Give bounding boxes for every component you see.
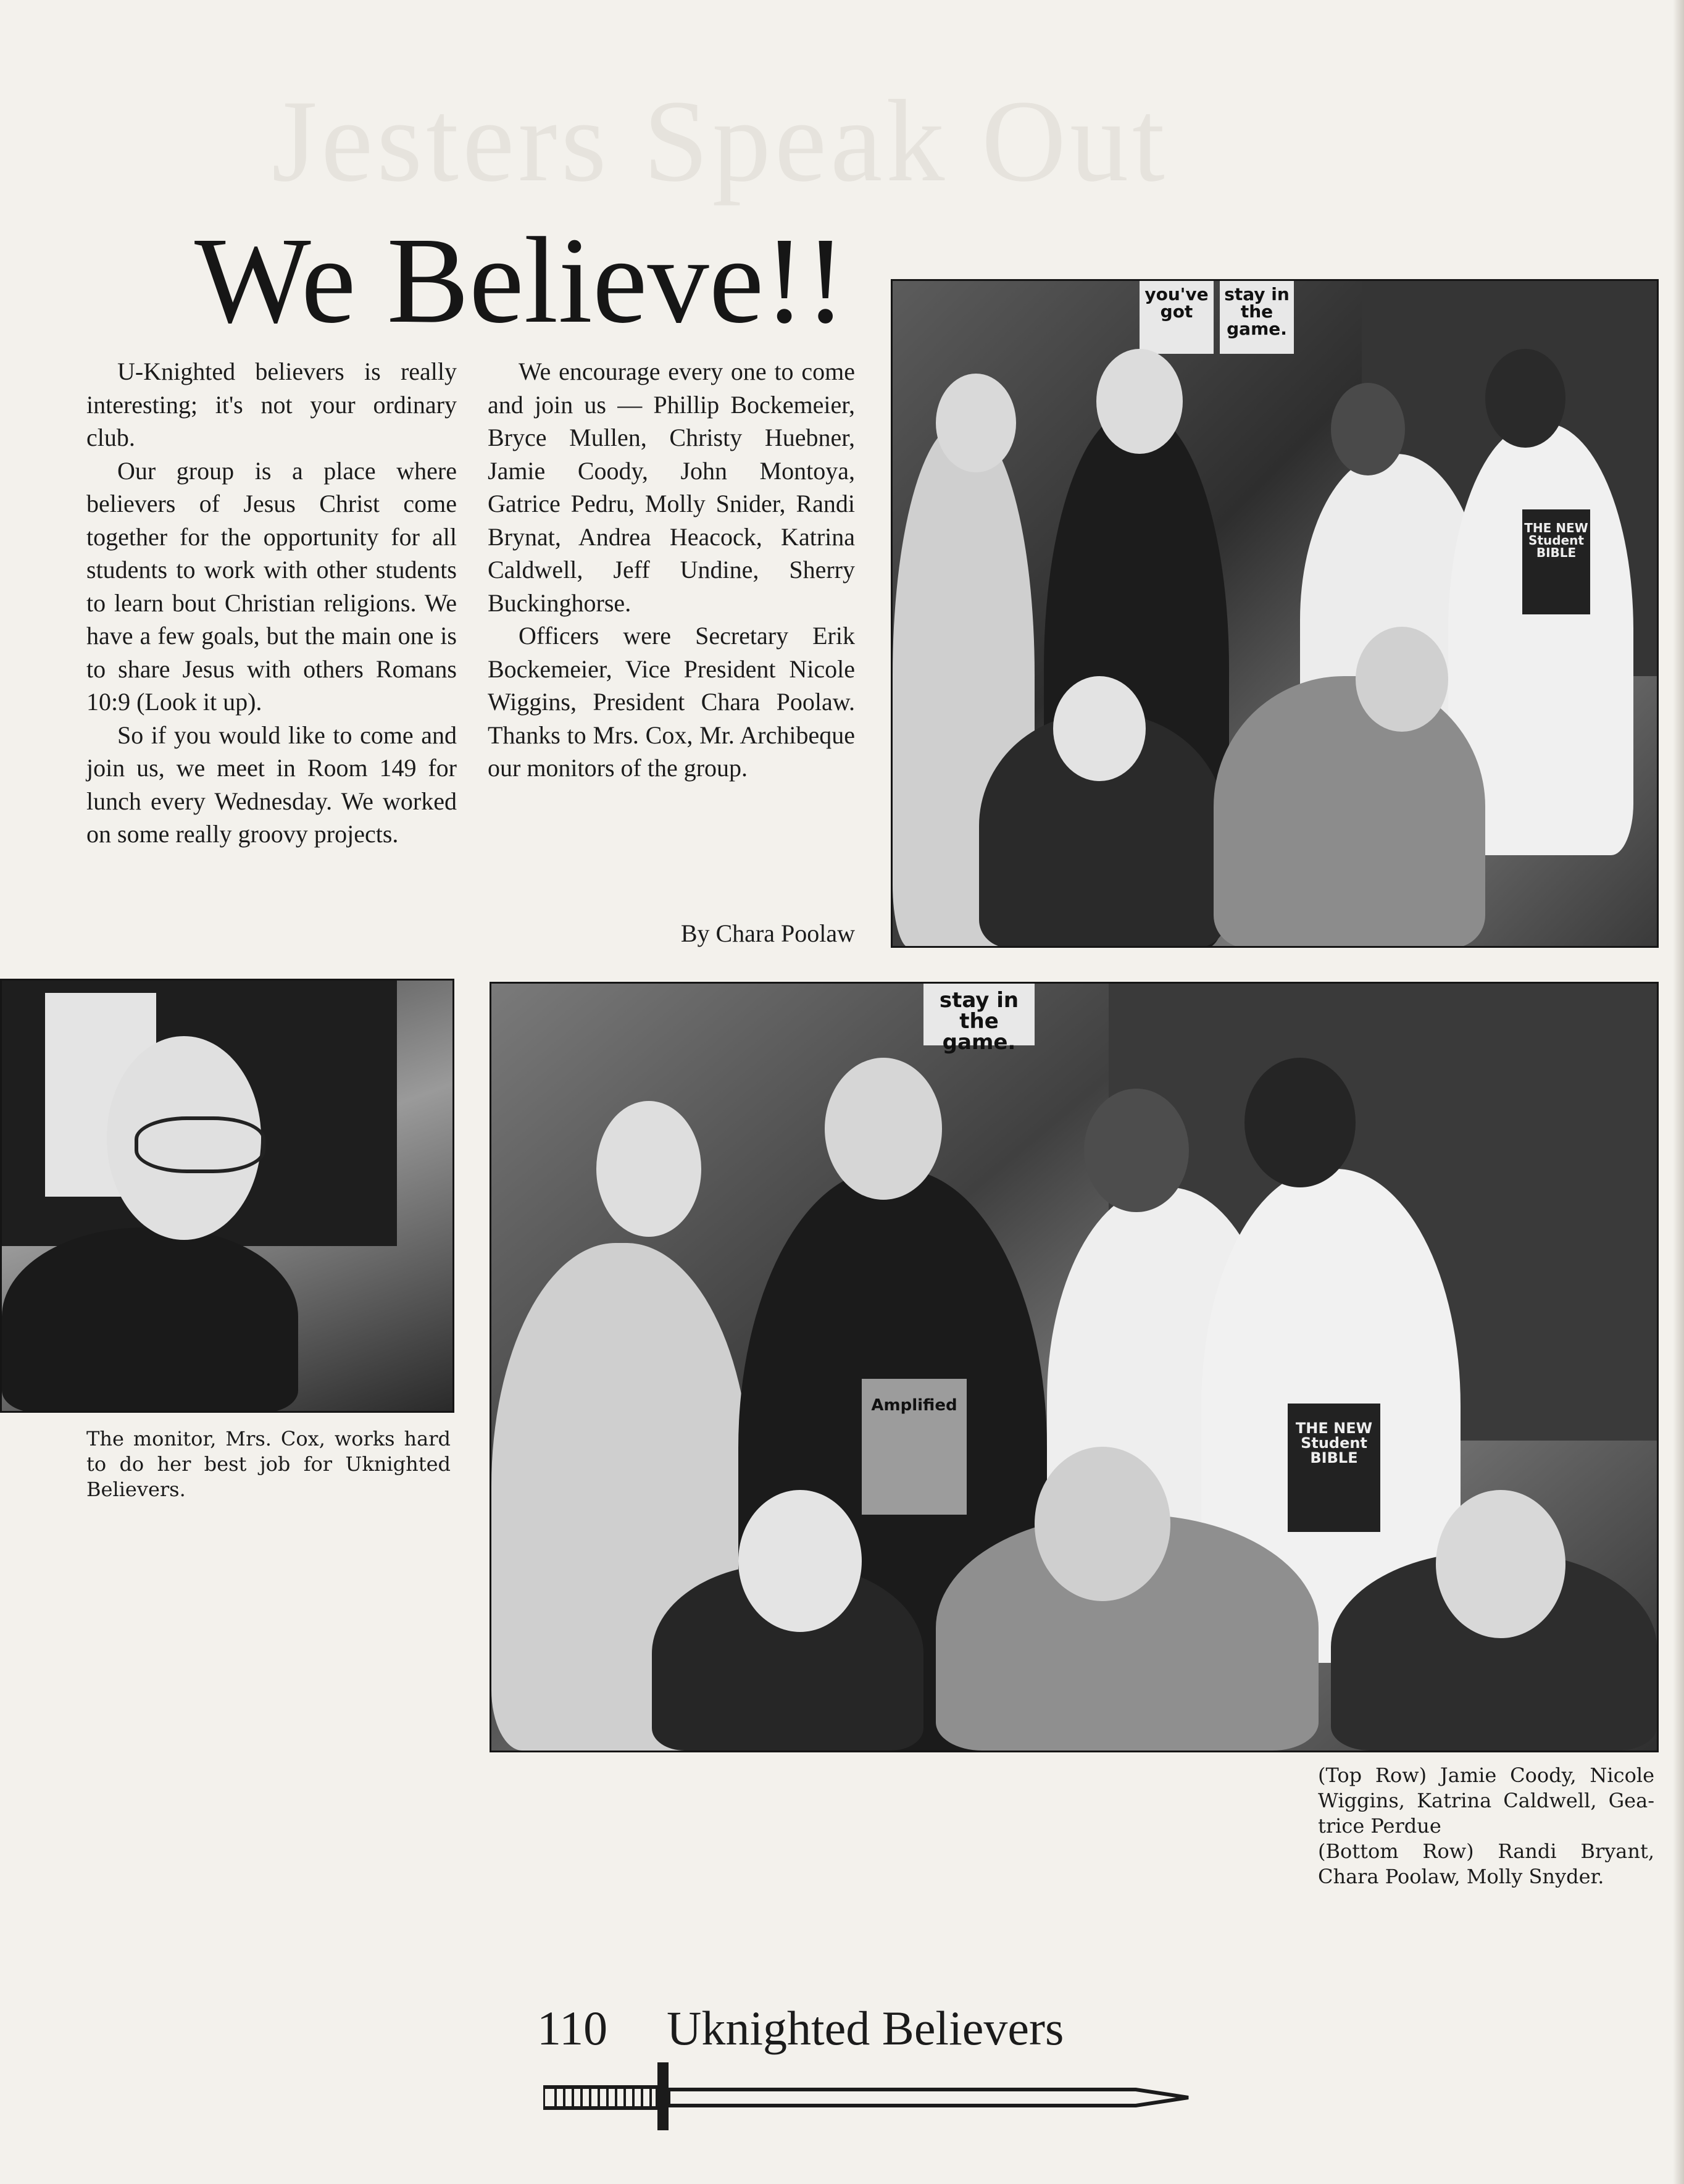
monitor-figure xyxy=(2,1228,298,1413)
student-face xyxy=(596,1101,701,1237)
student-face xyxy=(738,1490,862,1632)
student-face xyxy=(1331,383,1405,475)
section-name: Uknighted Believers xyxy=(667,2001,1064,2055)
bible-book: THE NEW Student BIBLE xyxy=(1522,509,1590,614)
poster-sign: stay in the game. xyxy=(1220,281,1294,354)
story-paragraph: Officers were Secretary Erik Bockemeier, Vice President Nicole Wiggins, President Chara Poolaw. Thanks to Mrs. Cox, Mr. Archibeque our monitors of the group. xyxy=(488,622,855,782)
student-face xyxy=(1053,676,1146,781)
group-photo-top xyxy=(891,279,1659,948)
page-headline: We Believe!! xyxy=(194,212,846,349)
story-paragraph: So if you would like to come and join us, we meet in Room 149 for lunch every Wednesday. We worked on some really groovy projects. xyxy=(86,721,457,848)
student-face xyxy=(1096,349,1183,454)
sword-ornament xyxy=(543,2062,1191,2130)
caption-top-row: (Top Row) Jamie Coody, Nicole Wiggins, Katrina Caldwell, Gea-trice Perdue xyxy=(1318,1764,1654,1838)
byline: By Chara Poolaw xyxy=(680,919,855,947)
page-footer xyxy=(537,2001,1064,2056)
student-figure xyxy=(1214,676,1485,948)
glasses xyxy=(135,1116,265,1173)
poster-sign: you've got xyxy=(1140,281,1214,354)
student-face xyxy=(1436,1490,1565,1638)
student-face xyxy=(1244,1058,1356,1187)
student-face xyxy=(1035,1447,1170,1601)
page-edge-shadow xyxy=(1673,0,1684,2184)
page-number: 110 xyxy=(537,2001,608,2055)
story-paragraph: U-Knighted believers is really interesting; it's not your ordinary club. xyxy=(86,358,457,451)
story-paragraph: Our group is a place where believers of Jesus Christ come together for the opportunity for all students to work with other students to learn bout Christian religions. We have a few goals, but the main one is to share Jesus with others Romans 10:9 (Look it up). xyxy=(86,456,457,716)
student-face xyxy=(1356,627,1448,732)
bible-book: THE NEW Student BIBLE xyxy=(1288,1404,1380,1532)
student-face xyxy=(1084,1089,1189,1212)
group-photo-caption xyxy=(1318,1763,1654,1889)
student-face xyxy=(825,1058,942,1200)
poster-sign: stay in the game. xyxy=(923,984,1035,1045)
story-column-1 xyxy=(86,355,457,851)
story-paragraph: We encourage every one to come and join us — Phillip Bockemeier, Bryce Mullen, Christy Huebner, Jamie Coody, John Montoya, Gatrice Pedru, Molly Snider, Randi Brynat, Andrea Heacock, Katrina Caldwell, Jeff Undine, Sherry Buckinghorse. xyxy=(488,358,855,617)
story-column-2 xyxy=(488,355,855,785)
student-face xyxy=(1485,349,1565,448)
student-face xyxy=(936,374,1016,472)
monitor-photo xyxy=(0,979,454,1413)
group-photo-large xyxy=(490,982,1659,1752)
background-heading: Jesters Speak Out xyxy=(272,77,1169,206)
caption-bottom-row: (Bottom Row) Randi Bryant, Chara Poolaw, Molly Snyder. xyxy=(1318,1839,1654,1888)
monitor-photo-caption: The monitor, Mrs. Cox, works hard to do her best job for Uknighted Believers. xyxy=(86,1427,451,1501)
bible-book: Amplified xyxy=(862,1379,967,1515)
